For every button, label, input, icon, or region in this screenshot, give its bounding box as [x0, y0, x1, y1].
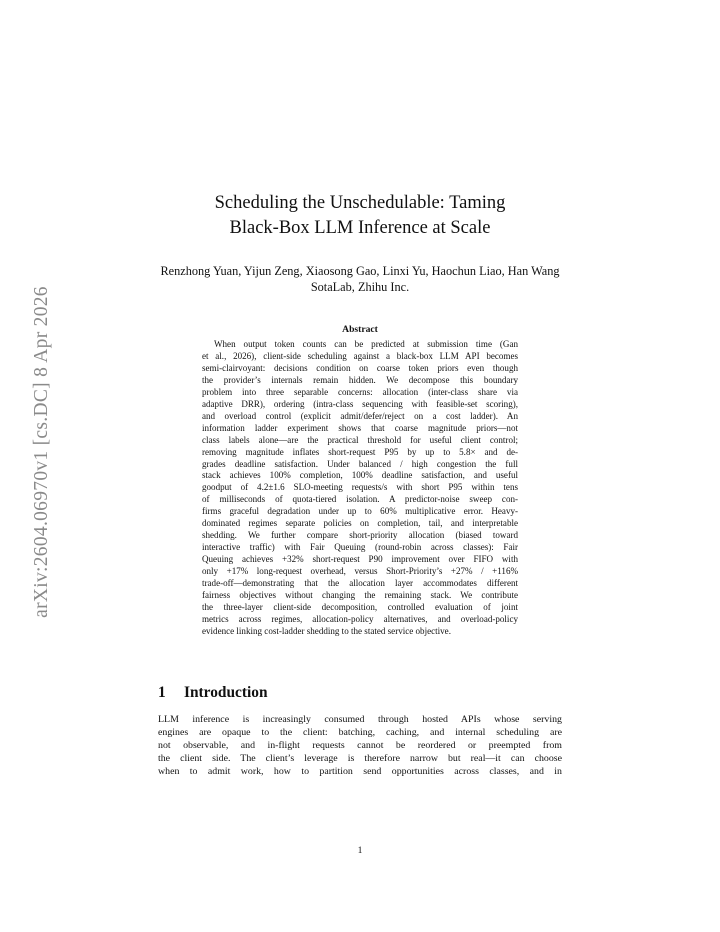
abstract-line: and overload control (explicit admit/defer/reject on a cost ladder). An — [202, 410, 518, 421]
author-list: Renzhong Yuan, Yijun Zeng, Xiaosong Gao, Linxi Yu, Haochun Liao, Han Wang — [160, 264, 560, 278]
abstract-line: dominated regimes separate policies on completion, tail, and interpretable — [202, 518, 518, 529]
paragraph-line: the client side. The client’s leverage is therefore narrow but real—it can choose — [158, 753, 562, 765]
abstract-line: shedding. We further compare short-priority allocation (biased toward — [202, 530, 518, 541]
abstract-line: metrics across regimes, allocation-policy alternatives, and overload-policy — [202, 613, 518, 624]
abstract-line: removing magnitude inflates short-request P95 by up to 5.8× and de- — [202, 446, 518, 457]
abstract-line: fairness objectives without changing the remaining stack. We contribute — [202, 590, 518, 601]
abstract-line: only +17% long-request overhead, versus Short-Priority’s +27% / +116% — [202, 566, 518, 577]
abstract-line: trade-off—demonstrating that the allocation layer accommodates different — [202, 578, 518, 589]
author-block — [150, 263, 570, 295]
introduction-body — [158, 713, 562, 778]
title-line-2: Black-Box LLM Inference at Scale — [229, 218, 491, 238]
affiliation: SotaLab, Zhihu Inc. — [310, 280, 410, 294]
section-title: Introduction — [184, 684, 268, 701]
section-number: 1 — [158, 684, 166, 701]
abstract-heading: Abstract — [342, 324, 378, 335]
title-line-1: Scheduling the Unschedulable: Taming — [214, 193, 506, 213]
page-number: 1 — [357, 845, 363, 856]
abstract-line: et al., 2026), client-side scheduling against a black-box LLM API becomes — [202, 350, 518, 361]
abstract-line: stack achieves 100% completion, 100% deadline satisfaction, and useful — [202, 470, 518, 481]
abstract-line: semi-clairvoyant: decisions condition on coarse token priors even though — [202, 362, 518, 373]
paper-title — [160, 191, 560, 241]
abstract-line: information ladder experiment shows that coarse magnitude priors—not — [202, 422, 518, 433]
abstract-line: grades deadline satisfaction. Under balanced / high congestion the full — [202, 458, 518, 469]
section-heading-introduction — [158, 684, 268, 702]
abstract-line: Queuing achieves +32% short-request P90 improvement over FIFO with — [202, 554, 518, 565]
abstract-line: the provider’s internals remain hidden. We decompose this boundary — [202, 374, 518, 385]
paragraph-line: when to admit work, how to partition send opportunities across classes, and in — [158, 766, 562, 778]
abstract-line: goodput of 4.2±1.6 SLO-meeting requests/s with short P95 within tens — [202, 482, 518, 493]
abstract-line: class labels alone—are the practical threshold for useful client control; — [202, 434, 518, 445]
abstract-line: When output token counts can be predicted at submission time (Gan — [214, 339, 518, 349]
abstract-line: the three-layer client-side decomposition, controlled evaluation of joint — [202, 601, 518, 612]
abstract-line: adaptive DRR), ordering (intra-class sequencing with feasible-set scoring), — [202, 398, 518, 409]
paragraph-line: engines are opaque to the client: batching, caching, and internal scheduling are — [158, 727, 562, 739]
abstract-line: problem into three separable concerns: allocation (inter-class share via — [202, 386, 518, 397]
paragraph-line: not observable, and in-flight requests cannot be reordered or preempted from — [158, 740, 562, 752]
arxiv-identifier: arXiv:2604.06970v1 [cs.DC] 8 Apr 2026 — [31, 286, 52, 618]
abstract-line: interactive traffic) with Fair Queuing (round-robin across classes): Fair — [202, 542, 518, 553]
paragraph-line: LLM inference is increasingly consumed through hosted APIs whose serving — [158, 714, 562, 725]
abstract-line: evidence linking cost-ladder shedding to the stated service objective. — [202, 625, 451, 636]
abstract-line: firms graceful degradation under up to 60% multiplicative error. Heavy- — [202, 506, 518, 517]
abstract-line: of milliseconds of quota-tiered isolation. A predictor-noise sweep con- — [202, 494, 518, 505]
abstract-body — [202, 339, 518, 638]
